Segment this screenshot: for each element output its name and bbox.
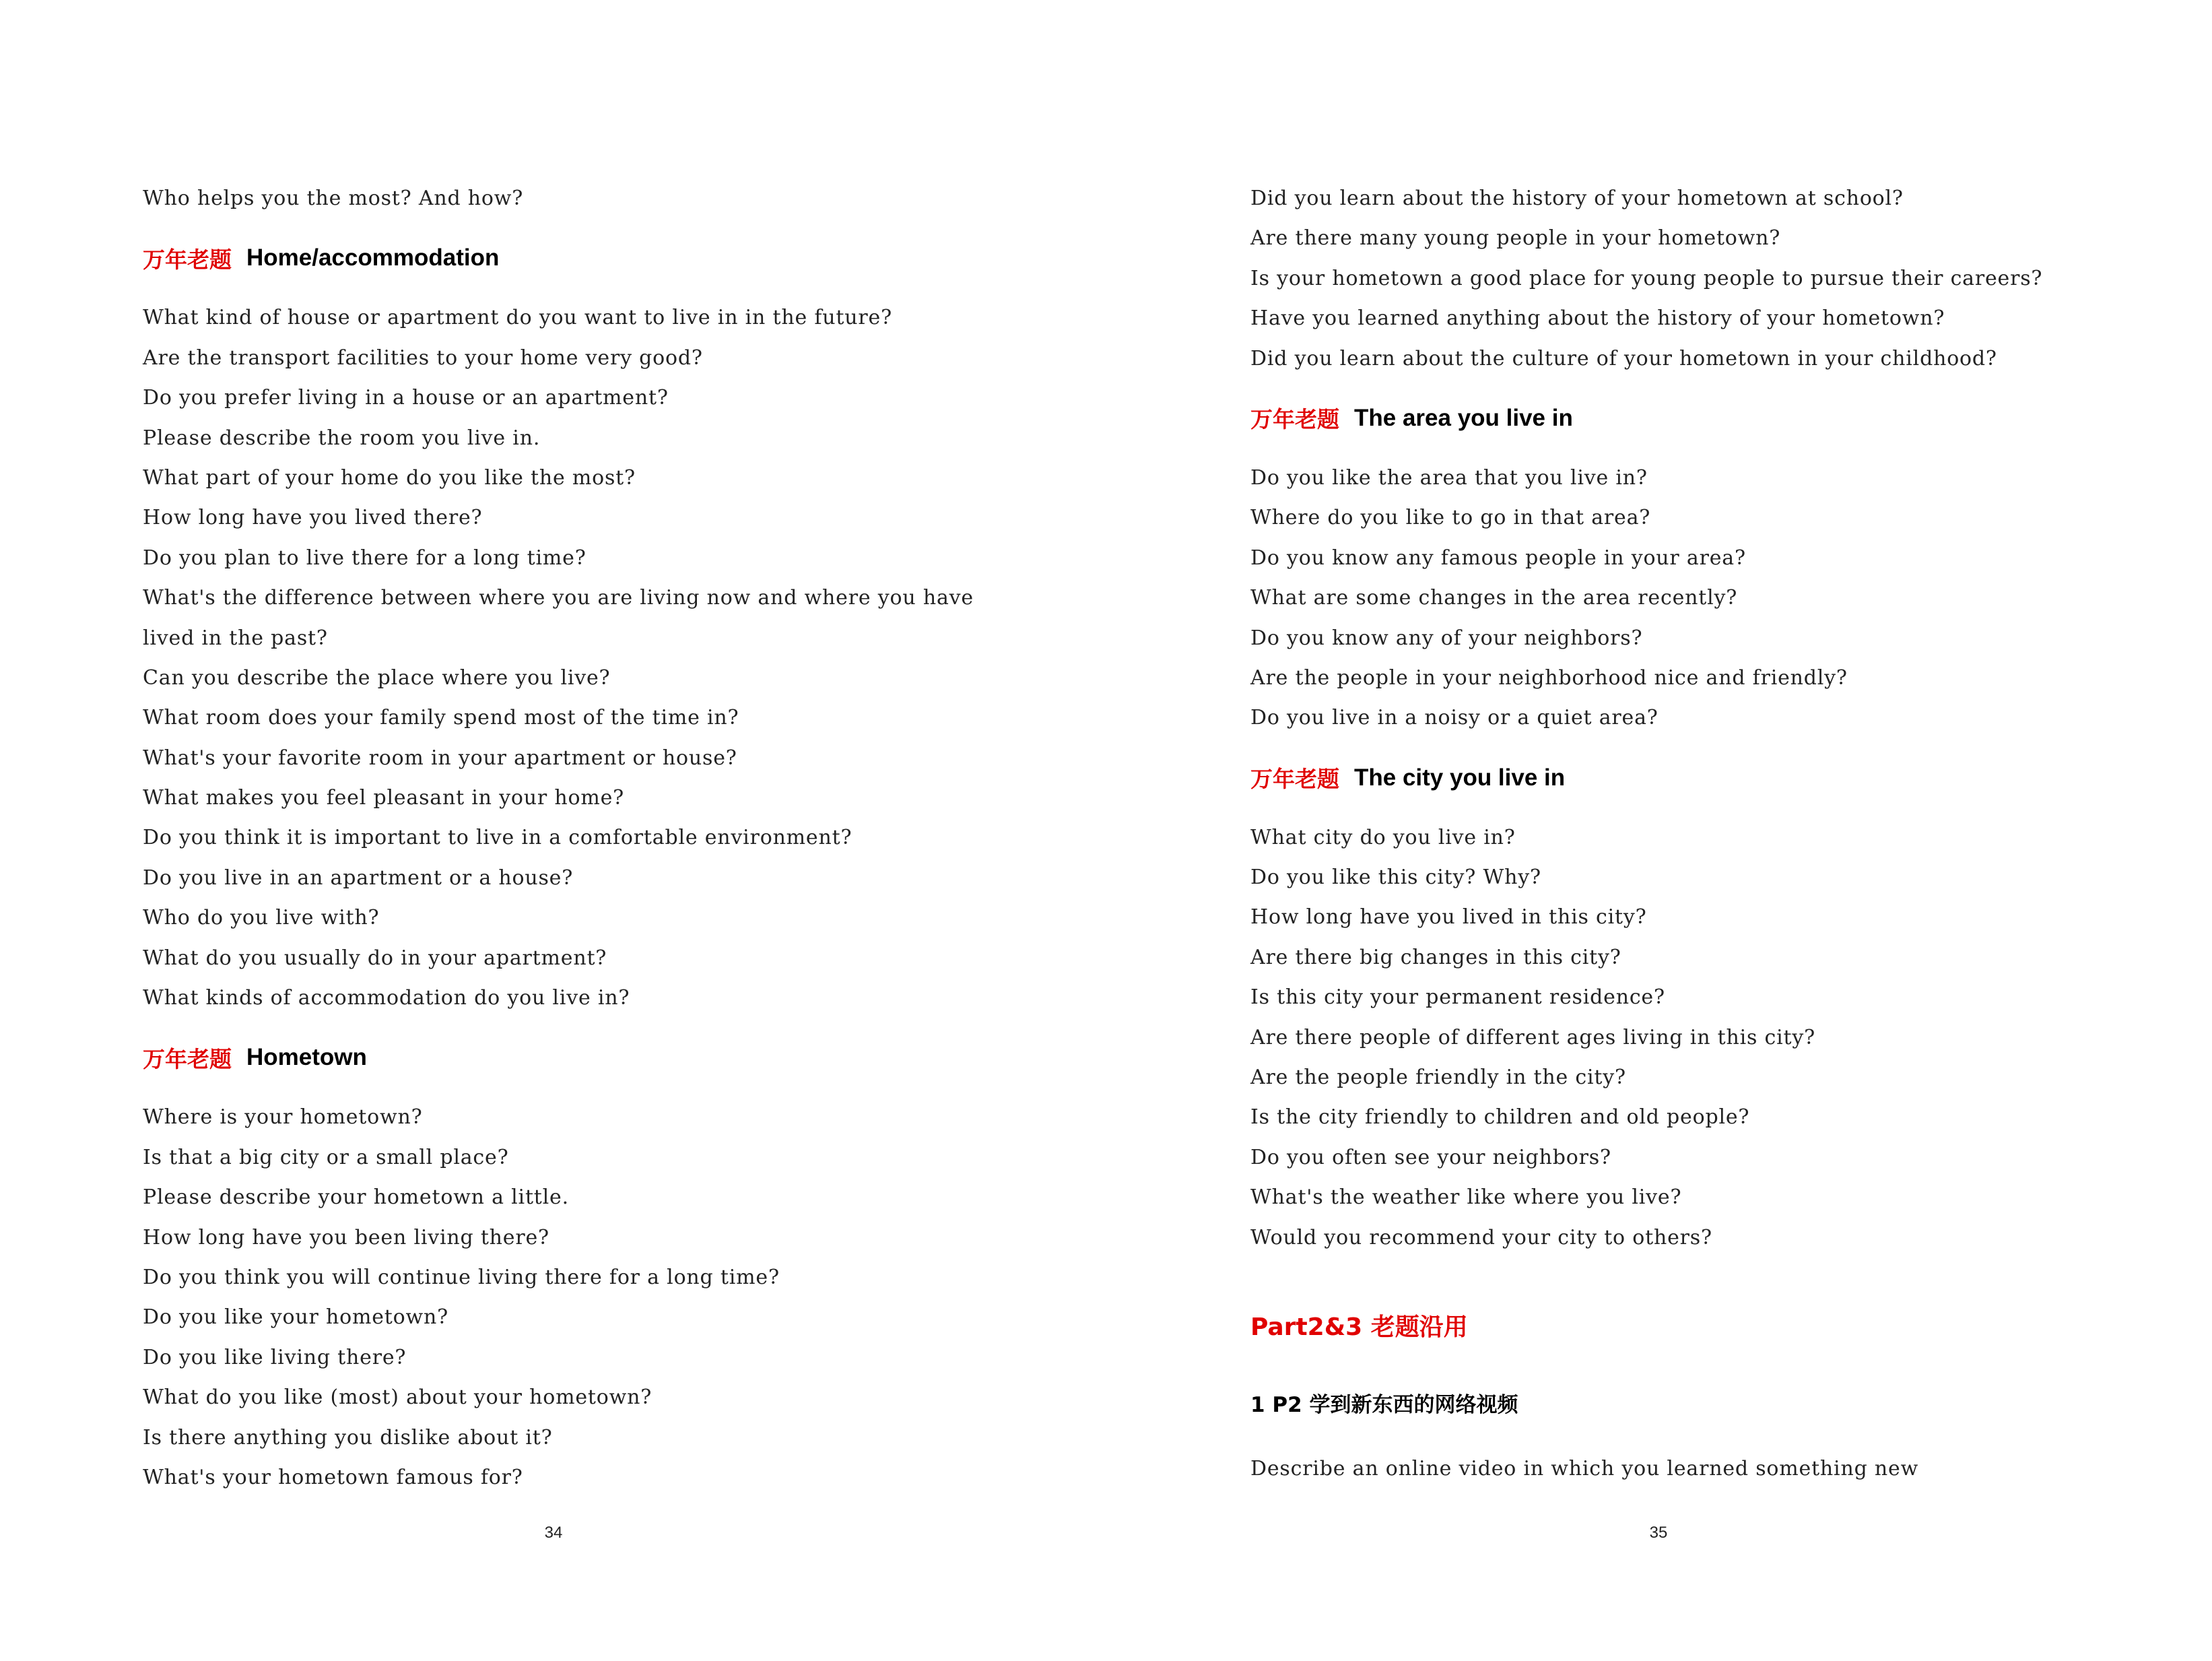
question-line: Do you know any famous people in your area? [1250,546,1746,570]
topic-heading: 1 P2 学到新东西的网络视频 [1250,1392,1518,1417]
question-line: Do you think it is important to live in a comfortable environment? [143,826,852,850]
question-line: Are the transport facilities to your home very good? [143,346,703,370]
question-list-area [1250,458,2212,738]
question-line: What kind of house or apartment do you want to live in in the future? [143,306,892,330]
question-line: Did you learn about the history of your hometown at school? [1250,187,1904,210]
section-title: Home/accommodation [246,245,500,271]
question-line: Where is your hometown? [143,1105,423,1130]
question-line: What room does your family spend most of the time in? [143,706,739,730]
question-line: Are there people of different ages living in this city? [1250,1025,1816,1049]
section-heading-city-you-live-in [1250,738,2212,818]
question-line: What's your hometown famous for? [143,1465,523,1489]
section-title: Hometown [246,1044,367,1071]
question-line: Is there anything you dislike about it? [143,1425,553,1450]
question-line: Is this city your permanent residence? [1250,985,1665,1010]
question-list-home-accommodation [143,298,1139,1018]
section-heading-hometown [143,1018,1139,1097]
question-line: Please describe the room you live in. [143,426,541,450]
section-tag: 万年老题 [143,1045,232,1072]
question-line: Do you often see your neighbors? [1250,1145,1611,1169]
page-number: 34 [544,1524,563,1542]
section-title: The city you live in [1354,764,1566,791]
section-heading-area-you-live-in [1250,379,2212,458]
question-line: Do you live in a noisy or a quiet area? [1250,706,1658,730]
section-tag: 万年老题 [1250,406,1339,433]
question-line: Have you learned anything about the history of your hometown? [1250,306,1945,331]
question-line: Do you think you will continue living there for a long time? [143,1265,780,1289]
section-title: The area you live in [1354,404,1573,431]
left-page-content [143,178,1139,1497]
question-line: What city do you live in? [1250,825,1516,849]
question-line: Would you recommend your city to others? [1250,1225,1712,1249]
question-line: What's the weather like where you live? [1250,1185,1682,1210]
question-list-hometown-continued [1250,178,2212,379]
right-page-content [1250,178,2212,1489]
question-line: Is your hometown a good place for young people to pursue their careers? [1250,266,2043,290]
question-line: Do you live in an apartment or a house? [143,866,574,890]
question-line: Are there many young people in your hometown? [1250,226,1781,251]
question-line: Do you like the area that you live in? [1250,465,1648,490]
question-line: What do you like (most) about your hometown? [143,1386,652,1410]
question-line: How long have you lived there? [143,506,483,530]
question-line: What part of your home do you like the most? [143,465,636,490]
right-page [1106,0,2211,1661]
question-line: Do you prefer living in a house or an apartment? [143,386,669,410]
question-line: Are the people in your neighborhood nice and friendly? [1250,665,1848,690]
question-line: Who helps you the most? And how? [143,187,524,210]
question-line: What do you usually do in your apartment? [143,946,607,970]
topic-description: Describe an online video in which you learned something new [1250,1456,1919,1480]
section-tag: 万年老题 [1250,766,1339,793]
question-line: How long have you lived in this city? [1250,905,1647,930]
question-line: Are the people friendly in the city? [1250,1066,1626,1090]
question-line: Did you learn about the culture of your hometown in your childhood? [1250,346,1997,370]
part-heading: Part2&3 老题沿用 [1250,1313,1468,1341]
page-number: 35 [1649,1524,1668,1542]
question-line: What's the difference between where you are living now and where you have [143,586,974,610]
question-list-city [1250,818,2212,1258]
question-line: Please describe your hometown a little. [143,1185,569,1210]
question-line: What's your favorite room in your apartment or house? [143,746,737,770]
question-line: How long have you been living there? [143,1225,549,1249]
question-list-hometown [143,1097,1139,1497]
question-line: Is the city friendly to children and old people? [1250,1105,1750,1130]
question-line: What are some changes in the area recently? [1250,586,1738,610]
question-line: Do you like your hometown? [143,1305,448,1330]
question-line: What kinds of accommodation do you live in? [143,986,630,1010]
question-line: Are there big changes in this city? [1250,945,1621,969]
question-line: lived in the past? [143,626,328,650]
question-line: Is that a big city or a small place? [143,1145,509,1169]
question-line: What makes you feel pleasant in your home? [143,786,625,810]
question-line: Can you describe the place where you live? [143,665,611,690]
question-line: Who do you live with? [143,906,380,930]
question-line: Do you plan to live there for a long time? [143,546,586,570]
question-line: Do you know any of your neighbors? [1250,626,1643,650]
section-heading-home-accommodation [143,218,1139,298]
section-tag: 万年老题 [143,246,232,273]
question-line: Where do you like to go in that area? [1250,506,1651,530]
question-line: Do you like this city? Why? [1250,866,1541,890]
question-line: Do you like living there? [143,1345,407,1369]
